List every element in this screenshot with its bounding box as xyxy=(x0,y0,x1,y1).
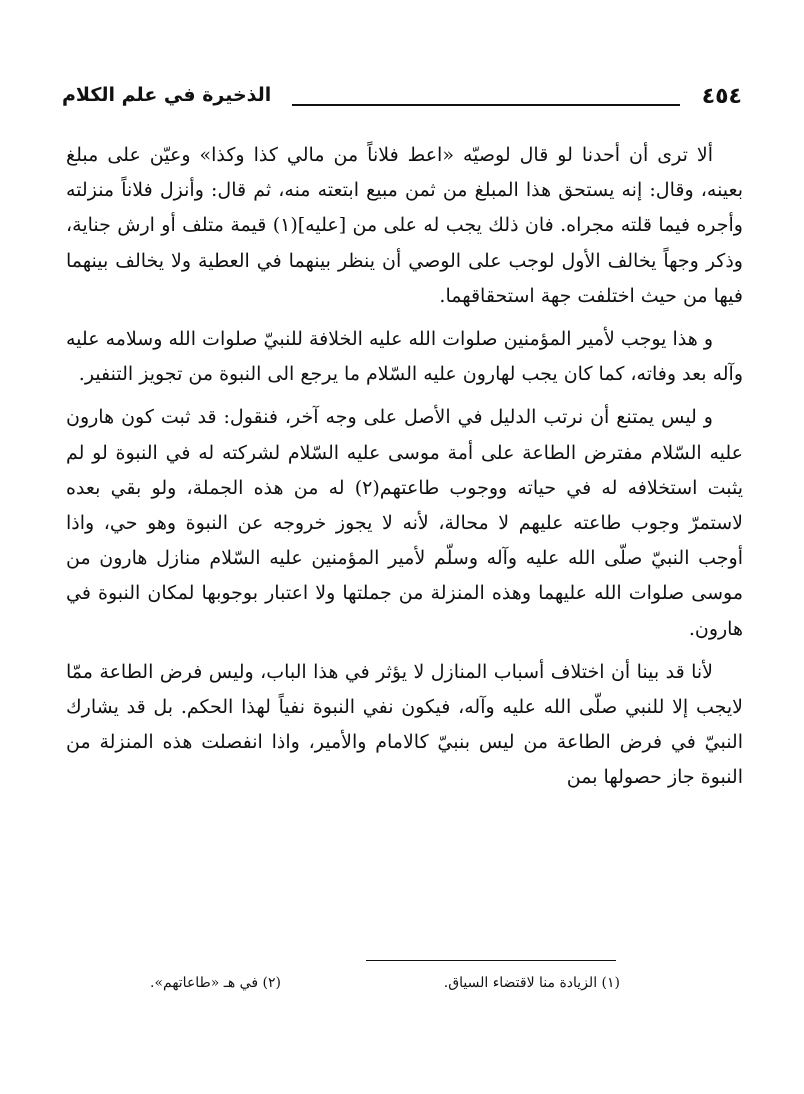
paragraph-3: و ليس يمتنع أن نرتب الدليل في الأصل على وجه آخر، فنقول: قد ثبت كون هارون عليه السّلام مفترض الطاعة على أمة موسى عليه السّلام لشركته له في النبوة لو لم يثبت استخلافه له في حياته ووجوب طاعتهم(٢) له من هذه الجملة، ولو بقي بعده لاستمرّ وجوب طاعته عليهم لا محالة، لأنه لا يجوز خروجه عن النبوة وهو حي، واذا أوجب النبيّ صلّى الله عليه وآله وسلّم لأمير المؤمنين عليه السّلام منازل هارون من موسى صلوات الله عليهما وهذه المنزلة من جملتها ولا اعتبار بوجوبها لمكان النبوة في هارون. xyxy=(66,406,744,640)
footnote-2: (٢) في هـ «طاعاتهم». xyxy=(150,975,281,991)
page-number: ٤٥٤ xyxy=(701,84,742,109)
footnote-1: (١) الزيادة منا لاقتضاء السياق. xyxy=(443,975,620,991)
running-title: الذخيرة في علم الكلام xyxy=(62,84,272,106)
header-rule xyxy=(292,104,680,106)
footnote-rule xyxy=(366,960,616,961)
paragraph-1: ألا ترى أن أحدنا لو قال لوصيّه «اعط فلاناً من مالي كذا وكذا» وعيّن على مبلغ بعينه، وقال: إنه يستحق هذا المبلغ من ثمن مبيع ابتعته منه، ثم قال: وأنزل فلاناً منزلته وأجره فيما قلته مجراه. فان ذلك يجب له على من [عليه](١) قيمة متلف أو ارش جناية، وذكر وجهاً يخالف الأول لوجب على الوصي أن ينظر بينهما في العطية ولا يخالف بينهما فيها من حيث اختلفت جهة استحقاقهما. xyxy=(66,144,743,307)
paragraph-2: و هذا يوجب لأمير المؤمنين صلوات الله عليه الخلافة للنبيّ صلوات الله وسلامه عليه وآله بعد وفاته، كما كان يجب لهارون عليه السّلام ما يرجع الى النبوة من تجويز التنفير. xyxy=(66,328,743,386)
page-header xyxy=(62,84,742,124)
main-text xyxy=(66,138,743,804)
footnotes xyxy=(150,975,620,991)
paragraph-4: لأنا قد بينا أن اختلاف أسباب المنازل لا يؤثر في هذا الباب، وليس فرض الطاعة ممّا لايجب إلا للنبي صلّى الله عليه وآله، فيكون نفي النبوة نفياً لهذا الحكم. بل قد يشارك النبيّ في فرض الطاعة من ليس بنبيّ كالامام والأمير، واذا انفصلت هذه المنزلة من النبوة جاز حصولها بمن xyxy=(66,660,743,789)
